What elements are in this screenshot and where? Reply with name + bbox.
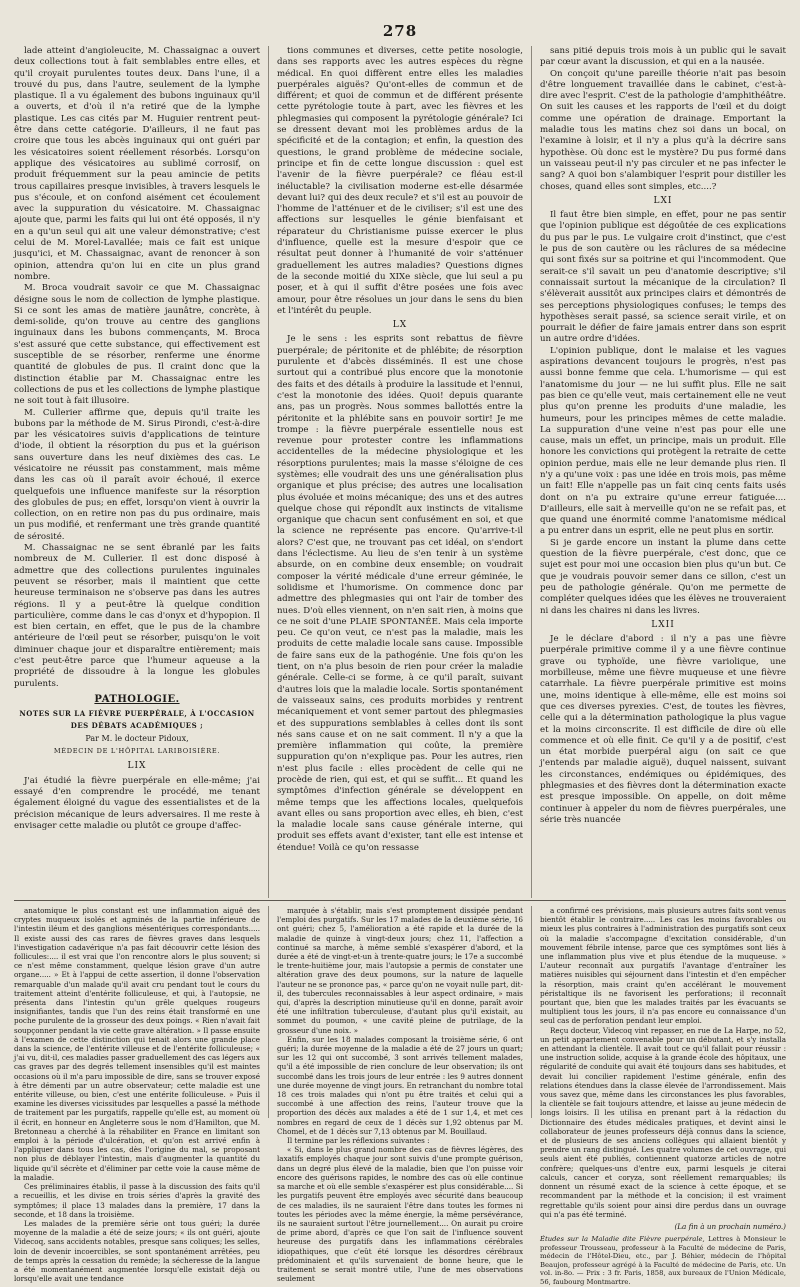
paragraph: Ces préliminaires établis, il passe à la discussion des faits qu'il a recueillis, et les divise en trois séries d'après la gravité des symptômes; il place 13 malades dans la première, 17 dans la seconde, et 18 dans la troisième.	[14, 1182, 260, 1219]
lower-column-2	[268, 906, 523, 1284]
paragraph: a confirmé ces prévisions, mais plusieurs autres faits sont venus bientôt établir le contraire..... Les cas les moins favorables ou mieux les plus contraires à l'administration des purgatifs sont ceux où la maladie s'accompagne d'excitation considérable, d'un mouvement fébrile intense, parce que ces symptômes sont liés à une inflammation plus vive et plus étendue de la muqueuse. » L'auteur reconnaît aux purgatifs l'avantage d'entraîner les matières nuisibles qui séjournent dans l'intestin et d'en empêcher la résorption, mais craint qu'en accélérant le mouvement péristaltique ils ne favorisent les perforations; il reconnaît pourtant que, bien que les malades traités par les évacuants se multiplient tous les jours, il n'a pas encore eu connaissance d'un seul cas de perforation pendant leur emploi.	[540, 906, 786, 1026]
paragraph: Reçu docteur, Videcoq vint repasser, en rue de La Harpe, no 52, un petit appartement convenable pour un débutant, et s'y installa en attendant la clientèle. Il avait tout ce qu'il fallait pour réussir : une instruction solide, acquise à la grande école des hôpitaux, une régularité de conduite qui avait été toujours dans ses habitudes, et devait lui concilier rapidement l'estime générale, enfin des relations étendues dans la classe élevée de l'arrondissement. Mais vous savez que, même dans les circonstances les plus favorables, la clientèle se fait toujours attendre, et laisse au jeune médecin de longs loisirs. Il les utilisa en prenant part à la rédaction du Dictionnaire des études médicales pratiques, et devint ainsi le collaborateur de jeunes professeurs déjà connus dans la science, et de plusieurs de ses anciens collègues qui allaient bientôt y prendre un rang distingué. Les quatre volumes de cet ouvrage, qui seuls aient été publiés, contiennent quatorze articles de notre confrère; quelques-uns d'entre eux, parmi lesquels je citerai calculs, cancer et coryza, sont réellement remarquables; ils donnent un résumé exact de la science à cette époque, et se recommandent par la méthode et la concision; il est vraiment regrettable qu'ils soient pour ainsi dire perdus dans un ouvrage qui n'a pas été terminé.	[540, 1025, 786, 1219]
book-notice-title: Études sur la Maladie dite Fièvre puerpérale,	[540, 1235, 705, 1244]
page-number: 278	[382, 22, 418, 40]
paragraph: Enfin, sur les 18 malades composant la troisième série, 6 ont guéri; la durée moyenne de la maladie a été de 27 jours un quart; sur les 12 qui ont succombé, 3 sont arrivés tellement malades, qu'il a été impossible de rien conclure de leur observation; ils ont succombé dans les trois jours de leur entrée : les 9 autres donnent une durée moyenne de vingt jours. En retranchant du nombre total 18 ces trois malades qui n'ont pu être traités et celui qui a succombé à une affection des reins, l'auteur trouve que la proportion des décès aux malades a été de 1 sur 1,4, et met ces nombres en regard de ceux de 1 décès sur 1,92 obtenus par M. Chomel, et de 1 décès sur 7,13 obtenus par M. Bouillaud.	[277, 1034, 523, 1136]
book-notice	[540, 1235, 786, 1287]
paragraph: Je le sens : les esprits sont rebattus de fièvre puerpérale; de péritonite et de phlébite; de résorption purulente et d'abcès disséminés. Il est une chose surtout qui a contribué plus encore que la monotonie des faits et des détails à produire la lassitude et l'ennui, c'est la monotonie des idées. Quoi! depuis quarante ans, pas un progrès. Nous sommes ballottés entre la péritonite et la phlébite sans en pouvoir sortir! Je me trompe : la fièvre puerpérale essentielle nous est revenue pour protester contre les inflammations accidentelles de la médecine physiologique et les résorptions purulentes; mais la masse s'éloigne de ces systèmes; elle voudrait des uns une généralisation plus organique et plus précise; des autres une localisation plus évoluée et moins mécanique; des uns et des autres quelque chose qui répondît aux instincts de vitalisme organique que chacun sent confusément en soi, et que la science ne représente pas encore. Qu'arrive-t-il alors? C'est que, ne trouvant pas cet idéal, on s'endort dans l'éclectisme. Au lieu de s'en tenir à un système absurde, on en combine deux ensemble; on voudrait composer la vérité médicale d'une erreur géminée, le solidisme et l'humorisme. On commence donc par admettre des phlegmasies qui ont l'air de tomber des nues. D'où elles viennent, on n'en sait rien, à moins que ce ne soit d'une PLAIE SPONTANÉE. Mais cela importe peu. Ce qu'on veut, ce n'est pas la maladie, mais les produits de cette maladie locale sans cause. Impossible de faire sans eux de la pathogénie. Une fois qu'on les tient, on n'a plus besoin de rien pour créer la maladie générale. Celle-ci se forme, à ce qu'il paraît, suivant d'autres lois que la maladie locale. Sortis spontanément de vaisseaux sains, ces produits morbides y rentrent mécaniquement et vont semer partout des phlegmasies et des suppurations semblables à celles dont ils sont nés sans cause et on ne sait comment. Il n'y a que la première inflammation qui coûte, la première suppuration qu'on n'explique pas. Pour les autres, rien n'est plus facile : elles procèdent de celle qui ne procède de rien, qui est, et qui se suffit... Et quand les symptômes d'infection générale se développent en même temps que les affections locales, quelquefois avant elles ou sans proportion avec elles, eh bien, c'est la maladie locale sans cause générale interne, qui produit ses effets avant d'exister, tant elle est intense et étendue! Voilà ce qu'on ressasse	[277, 334, 523, 853]
paragraph: On conçoit qu'une pareille théorie n'ait pas besoin d'être longuement travaillée dans le cabinet, c'est-à-dire avec l'esprit. C'est de la pathologie d'amphithéâtre. On suit les causes et les rapports de l'œil et du doigt comme une opération de drainage. Emportant la maladie tous les matins chez soi dans un bocal, on l'examine à loisir, et il n'y a plus qu'à la décrire sans hypothèse. Où donc est le mystère? Du pus formé dans un vaisseau peut-il n'y pas circuler et ne pas infecter le sang? A quoi bon s'alambiquer l'esprit pour distiller les choses, quand elles sont simples, etc....?	[540, 68, 786, 192]
section-number: LX	[392, 320, 408, 331]
paragraph: M. Chassaignac ne se sent ébranlé par les faits nombreux de M. Cullerier. Il est donc disposé à admettre que des collections purulentes inguinales peuvent se résorber, mais il maintient que cette heureuse terminaison ne s'observe pas dans les autres régions. Il y a peut-être là quelque condition particulière, comme dans le cas d'onyx et d'hypopion. Il est bien certain, en effet, que le pus de la chambre antérieure de l'œil peut se résorber, puisqu'on le voit diminuer chaque jour et disparaître entièrement; mais c'est peut-être parce que l'humeur aqueuse a la propriété de dissoudre à la longue les globules purulents.	[14, 543, 260, 689]
column-3	[531, 46, 786, 898]
continuation-note: (La fin à un prochain numéro.)	[674, 1221, 786, 1231]
column-2	[268, 46, 523, 898]
column-1	[14, 46, 260, 898]
section-number: LXI	[653, 195, 673, 206]
lower-column-3	[531, 906, 786, 1287]
paragraph: tions communes et diverses, cette petite nosologie, dans ses rapports avec les autres espèces du règne médical. En quoi diffèrent entre elles les maladies puerpérales aiguës? Qu'ont-elles de commun et de différent; et quoi de commun et de différent présente cette pyrétologie toute à part, avec les fièvres et les phlegmasies qui composent la pyrétologie générale? Ici se dressent devant moi les problèmes ardus de la spécificité et de la contagion; et enfin, la question des questions, le grand problème de médecine sociale, principe et fin de cette longue discussion : quel est l'avenir de la fièvre puerpérale? ce fléau est-il inéluctable? la civilisation moderne est-elle désarmée devant lui? qui des deux recule? et s'il est au pouvoir de l'homme de l'atténuer et de le civiliser; s'il est une des affections sur lesquelles le génie bienfaisant et réparateur du Christianisme puisse exercer le plus d'influence, quelle est la mesure d'espoir que ce résultat peut donner à l'humanité de voir s'atténuer graduellement les autres maladies? Questions dignes de la seconde moitié du XIXe siècle, que lui seul a pu poser, et à qui il suffit d'être posées une fois avec amour, pour être résolues un jour dans le sens du bien et l'intérêt du peuple.	[277, 46, 523, 316]
paragraph: L'opinion publique, dont le malaise et les vagues aspirations devancent toujours le progrès, n'est pas aussi bonne femme que cela. L'humorisme — qui est l'anatomisme du jour — ne lui suffit plus. Elle ne sait pas bien ce qu'elle veut, mais certainement elle ne veut plus qu'on prenne les produits d'une maladie, les humeurs, pour les principes mêmes de cette maladie. La suppuration d'une veine n'est pas pour elle une cause, mais un effet, un principe, mais un produit. Elle honore les convictions qui protègent la retraite de cette opinion perdue, mais elle ne leur demande plus rien. Il n'y a qu'une voix : pas une idée en trois mois, pas même un fait! Elle n'appelle pas un fait cinq cents faits usés dont on n'a pu extraire qu'une erreur fatiguée.... D'ailleurs, elle sait à merveille qu'on ne se refait pas, et que quand une énormité comme l'anatomisme médical a pu entrer dans un esprit, elle ne peut plus en sortir.	[540, 345, 786, 537]
paragraph: anatomique le plus constant est une inflammation aiguë des cryptes muqueux isolés et agminés de la partie inférieure de l'intestin iléum et des ganglions mésentériques correspondants..... Il existe aussi des cas rares de fièvres graves dans lesquels l'investigation cadavérique n'a pas fait découvrir cette lésion des follicules:.... il est vrai que l'on rencontre alors le plus souvent; si ce n'est même constamment, quelque lésion grave d'un autre organe..... » Et à l'appui de cette assertion, il donne l'observation remarquable d'un malade qu'il avait cru pendant tout le cours du traitement atteint d'entérite folliculeuse, et qui, à l'autopsie, ne présenta dans l'intestin qu'un grêle quelques rougeurs insignifiantes, tandis que l'un des reins était transformé en une poche purulente de la grosseur des deux poings. « Rien n'avait fait soupçonner pendant la vie cette grave altération. » Il passe ensuite à l'examen de cette distinction qui tenait alors une grande place dans la science, de l'entérite villeuse et de l'entérite folliculeuse; « j'ai vu, dit-il, ces maladies passer graduellement des cas légers aux cas graves par des degrés tellement insensibles qu'il est maintes occasions où il m'a paru impossible de dire, sans se trouver exposé à être démenti par un autre observateur; cette maladie est une entérite villeuse, ou bien, c'est une entérite folliculeuse. » Puis il examine les diverses vicissitudes par lesquelles a passé la méthode de traitement par les purgatifs, rappelle qu'elle est, au moment où il écrit, en honneur en Angleterre sous le nom d'Hamilton, que M. Bretonneau a cherché à la réhabiliter en France en limitant son emploi à la période d'ulcération, et qu'on est arrivé enfin à l'appliquer dans tous les cas, dès l'origine du mal, se proposant non plus de déblayer l'intestin, mais d'augmenter la quantité du liquide qu'il sécrète et d'éliminer par cette voie la cause même de la maladie.	[14, 906, 260, 1182]
paragraph: « Si, dans le plus grand nombre des cas de fièvres légères, des laxatifs employés chaque jour sont suivis d'une prompte guérison, dans un degré plus élevé de la maladie, bien que l'on puisse voir encore des guérisons rapides, le nombre des cas où elle continue sa marche et où elle semble s'exaspérer est plus considérable.... Si les purgatifs peuvent être employés avec sécurité dans beaucoup de ces maladies, ils ne sauraient l'être dans toutes les formes ni toutes les périodes avec la même énergie, la même persévérance, ils ne sauraient surtout l'être journellement.... On aurait pu croire de prime abord, d'après ce que l'on sait de l'influence souvent heureuse des purgatifs dans les inflammations cérébrales idiopathiques, que c'eût été lorsque les désordres cérébraux prédominaient et qu'ils survenaient de bonne heure, que le traitement se serait montré utile, l'une de mes observations seulement	[277, 1145, 523, 1284]
lower-columns	[14, 906, 786, 1287]
paragraph: marquée à s'établir, mais s'est promptement dissipée pendant l'emploi des purgatifs. Sur les 17 malades de la deuxième série, 16 ont guéri; chez 5, l'amélioration a été rapide et la durée de la maladie de quinze à vingt-deux jours; chez 11, l'affection a continué sa marche, à même semblé s'exaspérer d'abord, et la durée a été de vingt-et-un à trente-quatre jours; le 17e a succombé le trente-huitième jour, mais l'autopsie a permis de constater une altération grave des deux poumons, sur la nature de laquelle l'auteur ne se prononce pas, « parce qu'on ne voyait nulle part, dit-il, des tubercules reconnaissables à leur aspect ordinaire, » mais qui, d'après la description minutieuse qu'il en donne, paraît avoir été une infiltration tuberculeuse, d'autant plus qu'il existait, au sommet du poumon, « une cavité pleine de putrilage, de la grosseur d'une noix. »	[277, 906, 523, 1035]
section-number: LXII	[651, 619, 675, 630]
section-title: PATHOLOGIE.	[94, 693, 180, 705]
paragraph: Les malades de la première série ont tous guéri; la durée moyenne de la maladie a été de seize jours; « ils ont guéri, ajoute Videcoq, sans accidents notables, presque sans coliques; les selles, loin de devenir incoercibles, se sont spontanément arrêtées, peu de temps après la cessation du remède; la sécheresse de la langue a été momentanément augmentée lorsqu'elle existait déjà ou lorsqu'elle avait une tendance	[14, 1218, 260, 1284]
paragraph: M. Cullerier affirme que, depuis qu'il traite les bubons par la méthode de M. Sirus Pirondi, c'est-à-dire par les vésicatoires suivis d'applications de teinture d'iode, il obtient la résorption du pus et la guérison sans ouverture dans les neuf dixièmes des cas. Le vésicatoire ne réussit pas constamment, mais même dans les cas où il paraît avoir échoué, il exerce quelquefois une influence manifeste sur la résorption des globules de pus; en effet, lorsqu'on vient à ouvrir la collection, on en retire non pas du pus ordinaire, mais un pus modifié, et renfermant une très grande quantité de sérosité.	[14, 407, 260, 542]
paragraph: sans pitié depuis trois mois à un public qui le savait par cœur avant la discussion, et qui en a la nausée.	[540, 46, 786, 68]
paragraph: M. Broca voudrait savoir ce que M. Chassaignac désigne sous le nom de collection de lymphe plastique. Si ce sont les amas de matière jaunâtre, concrète, à demi-solide, qu'on trouve au centre des ganglions inguinaux dans les bubons commençants, M. Broca s'est assuré que cette substance, qui effectivement est susceptible de se résorber, renferme une énorme quantité de globules de pus. Il craint donc que la distinction établie par M. Chassaignac entre les collections de pus et les collections de lymphe plastique ne soit tout à fait illusoire.	[14, 283, 260, 407]
author-byline: Par M. le docteur Pidoux,	[85, 733, 189, 743]
book-notice-text: Lettres à Monsieur le professeur Trousseau, professeur à la Faculté de médecine de Paris, médecin de l'Hôtel-Dieu, etc., par J. Béhier, médecin de l'hôpital Beaujon, professeur agrégé à la Faculté de médecine de Paris, etc. Un vol. in-8o. — Prix : 3 fr. Paris, 1858, aux bureaux de l'Union Médicale, 56, faubourg Montmartre.	[540, 1235, 786, 1287]
paragraph: Si je garde encore un instant la plume dans cette question de la fièvre puerpérale, c'est donc, que ce sujet est pour moi une occasion bien plus qu'un but. Ce que je voudrais pouvoir semer dans ce sillon, c'est un peu de pathologie générale. Qu'on me permette de compléter quelques idées que les élèves ne trouveraient ni dans les chaires ni dans les livres.	[540, 537, 786, 616]
article-title: NOTES SUR LA FIÈVRE PUERPÉRALE, À L'OCCASION DES DÉBATS ACADÉMIQUES ;	[19, 709, 255, 730]
paragraph: Je le déclare d'abord : il n'y a pas une fièvre puerpérale primitive comme il y a une fièvre continue grave ou typhoïde, une fièvre variolique, une morbilleuse, même une fièvre muqueuse et une fièvre catarrhale. La fièvre puerpérale primitive est moins une, moins identique à elle-même, elle est moins soi que ces diverses pyrexies. C'est, de toutes les fièvres, celle qui a la détermination pathologique la plus vague et la moins circonscrite. Il est difficile de dire où elle commence et où elle finit. Ce qu'il y a de positif, c'est un état morbide puerpéral aigu (on sait ce que j'entends par maladie aiguë), duquel naissent, suivant les circonstances, endémiques ou épidémiques, des phlegmasies et des fièvres dont la détermination exacte est presque impossible. On appelle, on doit même continuer à appeler du nom de fièvres puerpérales, une série très nuancée	[540, 634, 786, 825]
paragraph: lade atteint d'angioleucite, M. Chassaignac a ouvert deux collections tout à fait semblables entre elles, et qu'il croyait purulentes toutes deux. Dans l'une, il a trouvé du pus, dans l'autre, seulement de la lymphe plastique. Il a vu également des bubons inguinaux qu'il a ouverts, et d'où il n'a retiré que de la lymphe plastique. Les cas cités par M. Huguier rentrent peut-être dans cette catégorie. D'ailleurs, il ne faut pas croire que tous les abcès inguinaux qui ont guéri par les vésicatoires soient réellement résorbés. Lorsqu'on applique des vésicatoires au sublimé corrosif, on produit fréquemment sur la peau amincie de petits trous capillaires presque invisibles, à travers lesquels le pus s'écoule, et on confond aisément cet écoulement avec la suppuration du vésicatoire. M. Chassaignac ajoute que, parmi les faits qui lui ont été opposés, il n'y en a qu'un seul qui ait une valeur démonstrative; c'est celui de M. Morel-Lavallée; mais ce fait est unique jusqu'ici, et M. Chassaignac, avant de renoncer à son opinion, attendra qu'on lui en cite un plus grand nombre.	[14, 46, 260, 282]
paragraph: J'ai étudié la fièvre puerpérale en elle-même; j'ai essayé d'en comprendre le procédé, me tenant également éloigné du vague des essentialistes et de la précision mécanique de leurs adversaires. Il me reste à envisager cette maladie ou plutôt ce groupe d'affec-	[14, 775, 260, 831]
author-affiliation: MÉDECIN DE L'HÔPITAL LARIBOISIÈRE.	[53, 747, 221, 756]
section-number: LIX	[127, 761, 147, 772]
horizontal-divider	[14, 900, 786, 901]
lower-column-1	[14, 906, 260, 1284]
upper-columns	[14, 46, 786, 898]
paragraph: Il termine par les réflexions suivantes :	[287, 1136, 430, 1146]
paragraph: Il faut être bien simple, en effet, pour ne pas sentir que l'opinion publique est dégoûtée de ces explications du pus par le pus. Le vulgaire croit d'instinct, que c'est le pus de son cautère ou les râclures de sa médecine qui sont fixés sur sa poitrine et qui l'incommodent. Que serait-ce s'il savait un peu d'anatomie descriptive; s'il connaissait surtout la mécanique de la circulation? Il s'élèverait aussitôt aux principes clairs et démontrés de ses perceptions physiologiques confuses; le temps des hypothèses serait passé, sa science serait virile, et on pourrait le défier de faire jamais entrer dans son esprit un autre ordre d'idées.	[540, 210, 786, 345]
